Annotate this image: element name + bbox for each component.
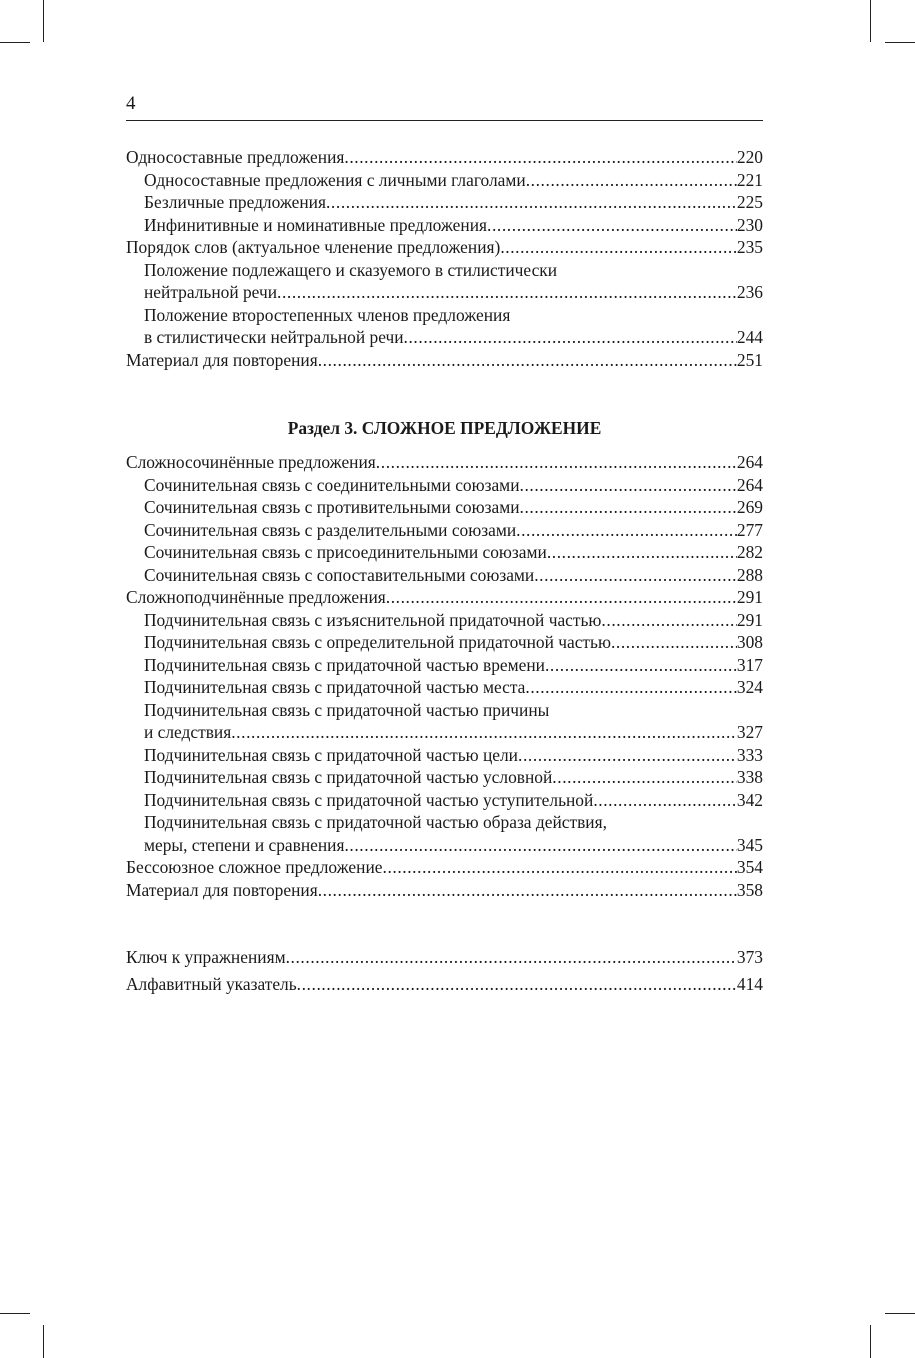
- toc-entry-page: 342: [736, 789, 763, 810]
- toc-entry: [126, 474, 763, 497]
- toc-entry: [126, 766, 763, 789]
- toc-entry-title: Сочинительная связь с соединительными союзами: [144, 474, 520, 495]
- toc-entry-page: 277: [736, 519, 763, 540]
- toc-entry: [126, 631, 763, 654]
- toc-entry: [126, 564, 763, 587]
- toc-entry: [126, 214, 763, 237]
- toc-entry: [126, 856, 763, 879]
- toc-entry: [126, 586, 763, 609]
- toc-entry: [126, 169, 763, 192]
- toc-entry: [126, 699, 763, 722]
- toc-entry-page: 236: [736, 282, 763, 302]
- toc-leader-dots: [404, 326, 737, 349]
- toc-entry-title: Сочинительная связь с разделительными союзами: [144, 519, 517, 540]
- toc-entry-page: 324: [736, 677, 763, 697]
- toc-entry: [126, 326, 763, 349]
- toc-entry-page: 308: [736, 632, 763, 652]
- toc-entry-title: Безличные предложения: [144, 192, 326, 212]
- toc-entry-page: 282: [736, 542, 763, 562]
- toc-leader-dots: [601, 609, 736, 632]
- toc-entry-page: 288: [736, 564, 763, 585]
- toc-entry-title: меры, степени и сравнения: [144, 834, 345, 855]
- toc-entry-title: Подчинительная связь с определительной придаточной частью: [144, 632, 611, 652]
- crop-mark: [0, 1313, 30, 1314]
- toc-entry-page: 354: [736, 857, 763, 877]
- toc-entry-page: 345: [736, 834, 763, 855]
- toc-entry-title: Алфавитный указатель: [126, 974, 297, 994]
- toc-entry-page: 317: [736, 654, 763, 675]
- page-number: 4: [126, 93, 136, 114]
- toc-entry: [126, 519, 763, 542]
- toc-leader-dots: [611, 631, 737, 654]
- toc-entry-page: 220: [736, 147, 763, 167]
- toc-entry-title: Подчинительная связь с изъяснительной придаточной частью: [144, 609, 602, 630]
- toc-entry-page: 251: [736, 349, 763, 370]
- toc-leader-dots: [518, 744, 737, 767]
- toc-entry-title: Сочинительная связь с противительными союзами: [144, 497, 520, 517]
- crop-mark: [0, 42, 30, 43]
- toc-entry: [126, 654, 763, 677]
- toc-entry-title: Материал для повторения: [126, 879, 318, 900]
- toc-entry-title: Подчинительная связь с придаточной частью цели: [144, 744, 518, 765]
- toc-entry-title: нейтральной речи: [144, 282, 278, 302]
- toc-entry: [126, 541, 763, 564]
- toc-entry: [126, 973, 763, 1000]
- toc-entry-title: Инфинитивные и номинативные предложения: [144, 214, 488, 235]
- toc-entry-page: 264: [736, 474, 763, 495]
- toc-entry-title: Подчинительная связь с придаточной частью причины: [144, 699, 550, 720]
- crop-mark: [885, 1313, 915, 1314]
- toc-entry-title: Односоставные предложения с личными глаголами: [144, 169, 526, 190]
- toc-entry: [126, 259, 763, 282]
- toc-leader-dots: [326, 191, 737, 214]
- toc-entry-title: Односоставные предложения: [126, 147, 345, 167]
- toc-entry-title: Материал для повторения: [126, 349, 318, 370]
- toc-entry-title: Подчинительная связь с придаточной частью уступительной: [144, 789, 594, 810]
- toc-block-part2: [126, 146, 763, 371]
- toc-entry-title: в стилистически нейтральной речи: [144, 327, 404, 347]
- toc-entry-title: Подчинительная связь с придаточной частью места: [144, 677, 526, 697]
- toc-entry: [126, 834, 763, 857]
- toc-entry: [126, 721, 763, 744]
- toc-entry-title: Подчинительная связь с придаточной частью времени: [144, 654, 545, 675]
- crop-mark: [885, 42, 915, 43]
- toc-entry: [126, 879, 763, 902]
- toc-leader-dots: [516, 519, 737, 542]
- toc-block-part3: [126, 451, 763, 901]
- toc-entry-title: Подчинительная связь с придаточной частью образа действия,: [144, 812, 607, 832]
- toc-leader-dots: [376, 451, 737, 474]
- toc-leader-dots: [526, 169, 737, 192]
- toc-leader-dots: [286, 946, 737, 973]
- toc-leader-dots: [344, 146, 737, 169]
- toc-entry-page: 225: [736, 192, 763, 212]
- toc-leader-dots: [344, 834, 736, 857]
- toc-entry-page: 221: [736, 169, 763, 190]
- toc-entry: [126, 451, 763, 474]
- toc-entry: [126, 304, 763, 327]
- toc-leader-dots: [231, 721, 737, 744]
- toc-leader-dots: [383, 856, 737, 879]
- toc-leader-dots: [487, 214, 737, 237]
- toc-leader-dots: [386, 586, 737, 609]
- crop-mark: [43, 1325, 44, 1358]
- toc-entry-title: Сложносочинённые предложения: [126, 452, 376, 472]
- crop-mark: [870, 1325, 871, 1358]
- toc-entry: [126, 609, 763, 632]
- toc-leader-dots: [547, 541, 737, 564]
- toc-entry-page: 269: [736, 497, 763, 517]
- toc-entry-title: и следствия: [144, 722, 232, 742]
- toc-entry-page: 358: [736, 879, 763, 900]
- toc-entry-title: Ключ к упражнениям: [126, 947, 286, 967]
- toc-entry-page: 373: [736, 947, 763, 967]
- toc-entry: [126, 676, 763, 699]
- toc-leader-dots: [545, 654, 737, 677]
- toc-leader-dots: [500, 236, 737, 259]
- toc-entry: [126, 744, 763, 767]
- toc-leader-dots: [552, 766, 737, 789]
- toc-entry: [126, 811, 763, 834]
- toc-entry: [126, 191, 763, 214]
- toc-leader-dots: [525, 676, 737, 699]
- toc-entry-page: 338: [736, 767, 763, 787]
- toc-entry-title: Бессоюзное сложное предложение: [126, 857, 383, 877]
- section-heading: Раздел 3. СЛОЖНОЕ ПРЕДЛОЖЕНИЕ: [287, 418, 602, 438]
- toc-block-appendix: [126, 946, 763, 1000]
- toc-leader-dots: [520, 496, 737, 519]
- toc-leader-dots: [593, 789, 737, 812]
- toc-entry-title: Подчинительная связь с придаточной частью условной: [144, 767, 553, 787]
- toc-entry-page: 291: [736, 587, 763, 607]
- toc-entry: [126, 496, 763, 519]
- toc-entry: [126, 789, 763, 812]
- toc-entry: [126, 946, 763, 973]
- toc-entry-title: Положение подлежащего и сказуемого в стилистически: [144, 259, 558, 280]
- toc-leader-dots: [297, 973, 737, 1000]
- toc-entry-page: 333: [736, 744, 763, 765]
- toc-entry-title: Сочинительная связь с сопоставительными союзами: [144, 564, 535, 585]
- toc-entry-page: 291: [736, 609, 763, 630]
- toc-entry-page: 244: [736, 327, 763, 347]
- toc-leader-dots: [520, 474, 737, 497]
- toc-entry: [126, 236, 763, 259]
- toc-entry-page: 230: [736, 214, 763, 235]
- toc-entry-page: 327: [736, 722, 763, 742]
- toc-entry-page: 264: [736, 452, 763, 472]
- toc-entry: [126, 146, 763, 169]
- toc-leader-dots: [534, 564, 737, 587]
- toc-entry-title: Положение второстепенных членов предложения: [144, 304, 511, 325]
- toc-leader-dots: [318, 349, 737, 372]
- toc-entry-title: Сложноподчинённые предложения: [126, 587, 386, 607]
- toc-entry-page: 414: [736, 974, 763, 994]
- header-rule: [126, 120, 763, 121]
- toc-entry-page: 235: [736, 237, 763, 257]
- toc-entry: [126, 281, 763, 304]
- toc-leader-dots: [318, 879, 737, 902]
- toc-leader-dots: [277, 281, 737, 304]
- toc-entry-title: Сочинительная связь с присоединительными союзами: [144, 542, 547, 562]
- crop-mark: [870, 0, 871, 42]
- toc-entry-title: Порядок слов (актуальное членение предложения): [126, 237, 501, 257]
- crop-mark: [43, 0, 44, 42]
- toc-entry: [126, 349, 763, 372]
